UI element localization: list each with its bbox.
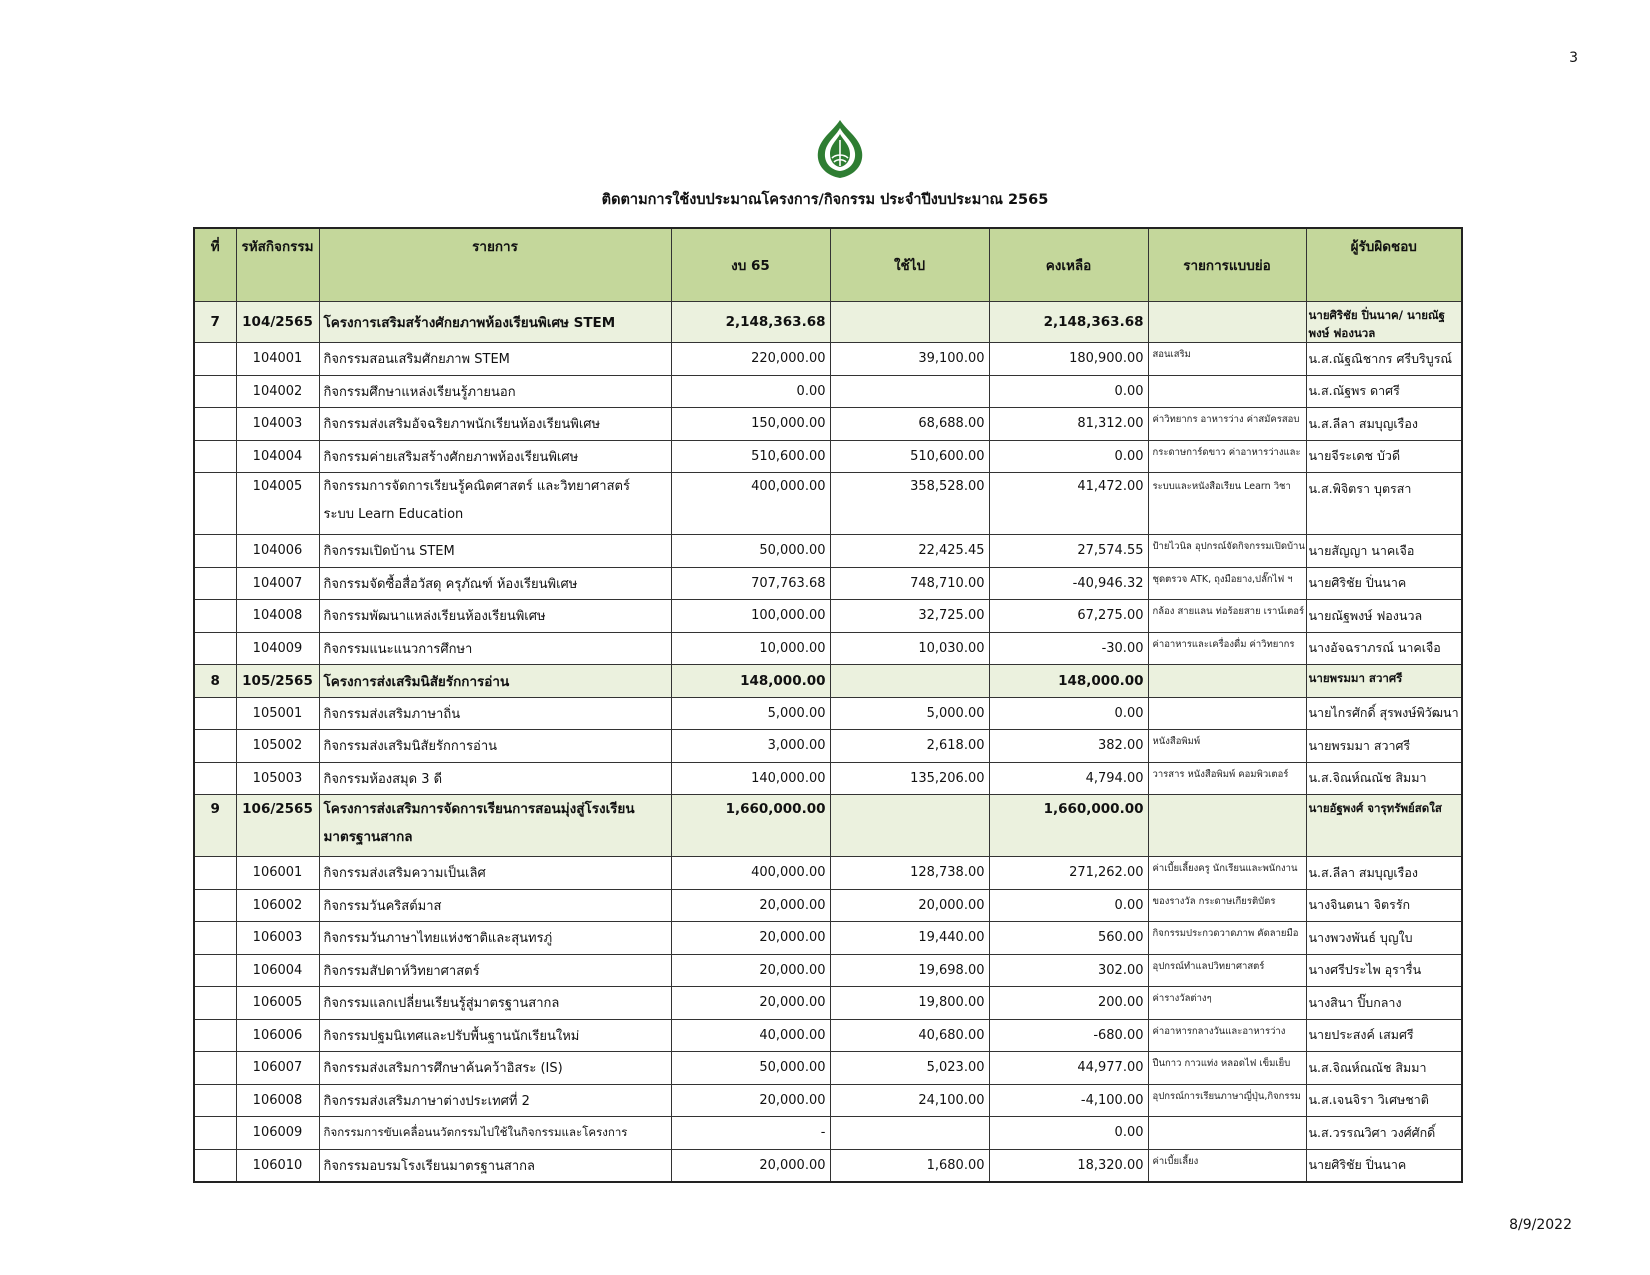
activity-row <box>194 730 1462 763</box>
cell-responsible: นายอัฐพงศ์ จารุทรัพย์สดใส <box>1306 795 1462 857</box>
header-no: ที่ <box>194 228 236 302</box>
activity-row <box>194 1117 1462 1150</box>
cell-summary: หนังสือพิมพ์ <box>1148 730 1306 763</box>
project-row <box>194 302 1462 343</box>
project-row <box>194 665 1462 698</box>
header-summary: รายการแบบย่อ <box>1148 228 1306 302</box>
cell-code: 106/2565 <box>236 795 319 857</box>
cell-spent: 2,618.00 <box>830 730 989 763</box>
cell-item: กิจกรรมอบรมโรงเรียนมาตรฐานสากล <box>319 1149 671 1182</box>
cell-responsible: นายณัฐพงษ์ ฟองนวล <box>1306 600 1462 633</box>
cell-remaining: 148,000.00 <box>989 665 1148 698</box>
cell-budget: 10,000.00 <box>671 632 830 665</box>
activity-row <box>194 1084 1462 1117</box>
project-row <box>194 795 1462 857</box>
cell-spent: 128,738.00 <box>830 857 989 890</box>
cell-spent: 358,528.00 <box>830 473 989 535</box>
activity-row <box>194 600 1462 633</box>
cell-budget: 707,763.68 <box>671 567 830 600</box>
header-responsible: ผู้รับผิดชอบ <box>1306 228 1462 302</box>
item-line-2: มาตรฐานสากล <box>323 829 413 845</box>
cell-budget: 510,600.00 <box>671 440 830 473</box>
cell-item: กิจกรรมเปิดบ้าน STEM <box>319 535 671 568</box>
cell-budget: 20,000.00 <box>671 954 830 987</box>
cell-item: กิจกรรมสัปดาห์วิทยาศาสตร์ <box>319 954 671 987</box>
cell-no <box>194 1149 236 1182</box>
cell-code: 106007 <box>236 1052 319 1085</box>
cell-remaining: 180,900.00 <box>989 343 1148 376</box>
cell-code: 104003 <box>236 408 319 441</box>
cell-summary: ค่าเบี้ยเลี้ยงครู นักเรียนและพนักงาน <box>1148 857 1306 890</box>
cell-spent: 135,206.00 <box>830 762 989 795</box>
cell-budget: 0.00 <box>671 375 830 408</box>
cell-responsible: นายศิริชัย ปิ่นนาค <box>1306 567 1462 600</box>
cell-spent: 19,440.00 <box>830 922 989 955</box>
cell-summary: กล้อง สายแลน ท่อร้อยสาย เราน์เตอร์ <box>1148 600 1306 633</box>
cell-item: กิจกรรมปฐมนิเทศและปรับพื้นฐานนักเรียนใหม่ <box>319 1019 671 1052</box>
cell-item: กิจกรรมแนะแนวการศึกษา <box>319 632 671 665</box>
cell-budget: 50,000.00 <box>671 1052 830 1085</box>
cell-no <box>194 535 236 568</box>
activity-row <box>194 567 1462 600</box>
cell-no: 8 <box>194 665 236 698</box>
cell-responsible: นายจีระเดช บัวดี <box>1306 440 1462 473</box>
cell-spent: 1,680.00 <box>830 1149 989 1182</box>
cell-item: กิจกรรมส่งเสริมนิสัยรักการอ่าน <box>319 730 671 763</box>
cell-remaining: 0.00 <box>989 889 1148 922</box>
header-budget: งบ 65 <box>671 228 830 302</box>
cell-spent: 19,698.00 <box>830 954 989 987</box>
activity-row <box>194 889 1462 922</box>
cell-code: 106006 <box>236 1019 319 1052</box>
cell-remaining: 0.00 <box>989 440 1148 473</box>
header-remaining: คงเหลือ <box>989 228 1148 302</box>
cell-no <box>194 473 236 535</box>
cell-item: กิจกรรมการขับเคลื่อนนวัตกรรมไปใช้ในกิจกรรมและโครงการ <box>319 1117 671 1150</box>
activity-row <box>194 632 1462 665</box>
cell-remaining: 382.00 <box>989 730 1148 763</box>
cell-no <box>194 600 236 633</box>
cell-summary: ป้ายไวนิล อุปกรณ์จัดกิจกรรมเปิดบ้าน <box>1148 535 1306 568</box>
cell-remaining: 0.00 <box>989 1117 1148 1150</box>
cell-item <box>319 795 671 857</box>
cell-remaining: 0.00 <box>989 375 1148 408</box>
cell-code: 104008 <box>236 600 319 633</box>
cell-responsible: นางจินตนา จิตรรัก <box>1306 889 1462 922</box>
cell-item: กิจกรรมค่ายเสริมสร้างศักยภาพห้องเรียนพิเศษ <box>319 440 671 473</box>
cell-remaining: -4,100.00 <box>989 1084 1148 1117</box>
item-line-1: โครงการส่งเสริมการจัดการเรียนการสอนมุ่งสู่โรงเรียน <box>323 801 635 817</box>
cell-budget: 400,000.00 <box>671 473 830 535</box>
cell-responsible: น.ส.เจนจิรา วิเศษชาติ <box>1306 1084 1462 1117</box>
cell-responsible: นายศิริชัย ปิ่นนาค/ นายณัฐพงษ์ ฟองนวล <box>1306 302 1462 343</box>
page-number: 3 <box>1569 50 1578 66</box>
cell-item: กิจกรรมสอนเสริมศักยภาพ STEM <box>319 343 671 376</box>
cell-no <box>194 730 236 763</box>
cell-budget: 1,660,000.00 <box>671 795 830 857</box>
cell-remaining: 200.00 <box>989 987 1148 1020</box>
cell-spent <box>830 795 989 857</box>
table-header-row <box>194 228 1462 302</box>
cell-summary: ระบบและหนังสือเรียน Learn วิชา <box>1148 473 1306 535</box>
cell-code: 105003 <box>236 762 319 795</box>
cell-responsible: น.ส.จิณห์ณณัช สิมมา <box>1306 762 1462 795</box>
cell-code: 106003 <box>236 922 319 955</box>
cell-spent: 10,030.00 <box>830 632 989 665</box>
cell-spent: 748,710.00 <box>830 567 989 600</box>
cell-responsible: นายศิริชัย ปิ่นนาค <box>1306 1149 1462 1182</box>
cell-no <box>194 1052 236 1085</box>
activity-row <box>194 1019 1462 1052</box>
cell-responsible: นางสินา ปิ๊บกลาง <box>1306 987 1462 1020</box>
cell-no <box>194 889 236 922</box>
cell-budget: 140,000.00 <box>671 762 830 795</box>
cell-item: กิจกรรมจัดซื้อสื่อวัสดุ ครุภัณฑ์ ห้องเรียนพิเศษ <box>319 567 671 600</box>
cell-no <box>194 987 236 1020</box>
cell-no <box>194 1084 236 1117</box>
activity-row <box>194 408 1462 441</box>
cell-code: 104009 <box>236 632 319 665</box>
cell-responsible: นางศรีประไพ อุรารื่น <box>1306 954 1462 987</box>
cell-summary <box>1148 665 1306 698</box>
activity-row <box>194 987 1462 1020</box>
cell-budget: 50,000.00 <box>671 535 830 568</box>
cell-summary: อุปกรณ์ทำแลปวิทยาศาสตร์ <box>1148 954 1306 987</box>
cell-responsible: นายสัญญา นาคเจือ <box>1306 535 1462 568</box>
cell-spent <box>830 375 989 408</box>
cell-remaining: 302.00 <box>989 954 1148 987</box>
cell-remaining: -40,946.32 <box>989 567 1148 600</box>
cell-no <box>194 1019 236 1052</box>
cell-budget: 20,000.00 <box>671 987 830 1020</box>
cell-remaining: 0.00 <box>989 697 1148 730</box>
cell-no <box>194 408 236 441</box>
cell-summary: กิจกรรมประกวดวาดภาพ คัดลายมือ <box>1148 922 1306 955</box>
cell-responsible: นายประสงค์ เสมศรี <box>1306 1019 1462 1052</box>
cell-code: 104/2565 <box>236 302 319 343</box>
cell-responsible: น.ส.ลีลา สมบุญเรือง <box>1306 857 1462 890</box>
activity-row <box>194 697 1462 730</box>
cell-item: กิจกรรมส่งเสริมอัจฉริยภาพนักเรียนห้องเรียนพิเศษ <box>319 408 671 441</box>
table-body <box>194 302 1462 1183</box>
document-title: ติดตามการใช้งบประมาณโครงการ/กิจกรรม ประจำปีงบประมาณ 2565 <box>601 192 1049 208</box>
cell-item <box>319 473 671 535</box>
cell-item: กิจกรรมวันคริสต์มาส <box>319 889 671 922</box>
cell-remaining: -30.00 <box>989 632 1148 665</box>
cell-item: กิจกรรมวันภาษาไทยแห่งชาติและสุนทรภู่ <box>319 922 671 955</box>
cell-spent: 39,100.00 <box>830 343 989 376</box>
cell-item: กิจกรรมพัฒนาแหล่งเรียนห้องเรียนพิเศษ <box>319 600 671 633</box>
cell-summary: ชุดตรวจ ATK, ถุงมือยาง,ปลั๊กไฟ ฯ <box>1148 567 1306 600</box>
cell-responsible: นายพรมมา สวาศรี <box>1306 730 1462 763</box>
activity-row <box>194 535 1462 568</box>
cell-remaining: 27,574.55 <box>989 535 1148 568</box>
cell-budget: 148,000.00 <box>671 665 830 698</box>
cell-budget: 20,000.00 <box>671 889 830 922</box>
cell-budget: 400,000.00 <box>671 857 830 890</box>
cell-responsible: น.ส.วรรณวิศา วงศ์ศักดิ์ <box>1306 1117 1462 1150</box>
cell-remaining: -680.00 <box>989 1019 1148 1052</box>
cell-item: โครงการส่งเสริมนิสัยรักการอ่าน <box>319 665 671 698</box>
cell-summary <box>1148 795 1306 857</box>
budget-tracking-table <box>193 227 1463 1183</box>
cell-responsible: นางอัจฉราภรณ์ นาคเจือ <box>1306 632 1462 665</box>
cell-code: 105002 <box>236 730 319 763</box>
cell-budget: 20,000.00 <box>671 922 830 955</box>
cell-budget: 2,148,363.68 <box>671 302 830 343</box>
cell-no <box>194 697 236 730</box>
cell-budget: 3,000.00 <box>671 730 830 763</box>
cell-no <box>194 567 236 600</box>
cell-code: 105/2565 <box>236 665 319 698</box>
cell-responsible: นายไกรศักดิ์ สุรพงษ์พิวัฒนา <box>1306 697 1462 730</box>
cell-no <box>194 343 236 376</box>
cell-summary: อุปกรณ์การเรียนภาษาญี่ปุ่น,กิจกรรม <box>1148 1084 1306 1117</box>
cell-spent <box>830 302 989 343</box>
cell-no <box>194 1117 236 1150</box>
cell-budget: 5,000.00 <box>671 697 830 730</box>
cell-responsible: น.ส.ณัฐพร ดาศรี <box>1306 375 1462 408</box>
school-emblem-leaf-icon <box>812 118 868 180</box>
cell-remaining: 44,977.00 <box>989 1052 1148 1085</box>
activity-row <box>194 922 1462 955</box>
cell-budget: 20,000.00 <box>671 1149 830 1182</box>
cell-spent: 22,425.45 <box>830 535 989 568</box>
cell-remaining: 1,660,000.00 <box>989 795 1148 857</box>
cell-summary <box>1148 302 1306 343</box>
cell-code: 106005 <box>236 987 319 1020</box>
cell-remaining: 2,148,363.68 <box>989 302 1148 343</box>
cell-remaining: 4,794.00 <box>989 762 1148 795</box>
cell-budget: 40,000.00 <box>671 1019 830 1052</box>
cell-responsible: น.ส.จิณห์ณณัช สิมมา <box>1306 1052 1462 1085</box>
cell-summary: ปืนกาว กาวแท่ง หลอดไฟ เข็มเย็บ <box>1148 1052 1306 1085</box>
cell-remaining: 67,275.00 <box>989 600 1148 633</box>
cell-summary: ค่าอาหารและเครื่องดื่ม ค่าวิทยากร <box>1148 632 1306 665</box>
cell-no <box>194 857 236 890</box>
cell-code: 105001 <box>236 697 319 730</box>
cell-summary: ค่ารางวัลต่างๆ <box>1148 987 1306 1020</box>
cell-summary: วารสาร หนังสือพิมพ์ คอมพิวเตอร์ <box>1148 762 1306 795</box>
activity-row <box>194 857 1462 890</box>
cell-item: กิจกรรมศึกษาแหล่งเรียนรู้ภายนอก <box>319 375 671 408</box>
cell-no <box>194 375 236 408</box>
cell-budget: 220,000.00 <box>671 343 830 376</box>
cell-item: กิจกรรมส่งเสริมภาษาถิ่น <box>319 697 671 730</box>
cell-remaining: 41,472.00 <box>989 473 1148 535</box>
header-spent: ใช้ไป <box>830 228 989 302</box>
cell-no: 9 <box>194 795 236 857</box>
cell-item: กิจกรรมแลกเปลี่ยนเรียนรู้สู่มาตรฐานสากล <box>319 987 671 1020</box>
activity-row <box>194 440 1462 473</box>
cell-code: 104005 <box>236 473 319 535</box>
cell-no <box>194 440 236 473</box>
cell-summary: ค่าอาหารกลางวันและอาหารว่าง <box>1148 1019 1306 1052</box>
cell-summary: กระดาษการ์ดขาว ค่าอาหารว่างและ <box>1148 440 1306 473</box>
cell-spent <box>830 1117 989 1150</box>
activity-row <box>194 1052 1462 1085</box>
cell-summary: ค่าเบี้ยเลี้ยง <box>1148 1149 1306 1182</box>
activity-row <box>194 473 1462 535</box>
cell-responsible: น.ส.พิจิตรา บุตรสา <box>1306 473 1462 535</box>
cell-item: กิจกรรมห้องสมุด 3 ดี <box>319 762 671 795</box>
cell-summary: ของรางวัล กระดาษเกียรติบัตร <box>1148 889 1306 922</box>
cell-no <box>194 632 236 665</box>
cell-spent: 20,000.00 <box>830 889 989 922</box>
cell-no <box>194 762 236 795</box>
cell-no <box>194 954 236 987</box>
cell-responsible: น.ส.ลีลา สมบุญเรือง <box>1306 408 1462 441</box>
cell-spent <box>830 665 989 698</box>
cell-summary <box>1148 697 1306 730</box>
cell-summary <box>1148 375 1306 408</box>
cell-code: 104007 <box>236 567 319 600</box>
cell-summary: สอนเสริม <box>1148 343 1306 376</box>
cell-code: 104004 <box>236 440 319 473</box>
cell-budget: - <box>671 1117 830 1150</box>
cell-remaining: 18,320.00 <box>989 1149 1148 1182</box>
cell-item: กิจกรรมส่งเสริมภาษาต่างประเทศที่ 2 <box>319 1084 671 1117</box>
header-code: รหัสกิจกรรม <box>236 228 319 302</box>
item-line-1: กิจกรรมการจัดการเรียนรู้คณิตศาสตร์ และวิทยาศาสตร์ <box>323 479 630 494</box>
cell-budget: 100,000.00 <box>671 600 830 633</box>
item-line-2: ระบบ Learn Education <box>323 507 464 522</box>
cell-code: 106001 <box>236 857 319 890</box>
cell-spent: 32,725.00 <box>830 600 989 633</box>
cell-code: 106010 <box>236 1149 319 1182</box>
cell-budget: 20,000.00 <box>671 1084 830 1117</box>
cell-responsible: นายพรมมา สวาศรี <box>1306 665 1462 698</box>
cell-item: กิจกรรมส่งเสริมความเป็นเลิศ <box>319 857 671 890</box>
cell-spent: 5,000.00 <box>830 697 989 730</box>
activity-row <box>194 343 1462 376</box>
activity-row <box>194 1149 1462 1182</box>
header-item: รายการ <box>319 228 671 302</box>
cell-code: 104002 <box>236 375 319 408</box>
cell-code: 106004 <box>236 954 319 987</box>
cell-summary: ค่าวิทยากร อาหารว่าง ค่าสมัครสอบ <box>1148 408 1306 441</box>
cell-budget: 150,000.00 <box>671 408 830 441</box>
cell-spent: 40,680.00 <box>830 1019 989 1052</box>
cell-remaining: 271,262.00 <box>989 857 1148 890</box>
cell-code: 106008 <box>236 1084 319 1117</box>
cell-item: โครงการเสริมสร้างศักยภาพห้องเรียนพิเศษ STEM <box>319 302 671 343</box>
cell-remaining: 81,312.00 <box>989 408 1148 441</box>
cell-spent: 24,100.00 <box>830 1084 989 1117</box>
cell-spent: 5,023.00 <box>830 1052 989 1085</box>
cell-code: 104001 <box>236 343 319 376</box>
activity-row <box>194 954 1462 987</box>
cell-spent: 510,600.00 <box>830 440 989 473</box>
cell-item: กิจกรรมส่งเสริมการศึกษาค้นคว้าอิสระ (IS) <box>319 1052 671 1085</box>
cell-code: 106009 <box>236 1117 319 1150</box>
cell-no: 7 <box>194 302 236 343</box>
cell-no <box>194 922 236 955</box>
cell-spent: 68,688.00 <box>830 408 989 441</box>
print-date: 8/9/2022 <box>1509 1217 1572 1233</box>
cell-responsible: นางพวงพันธ์ บุญใบ <box>1306 922 1462 955</box>
cell-summary <box>1148 1117 1306 1150</box>
cell-remaining: 560.00 <box>989 922 1148 955</box>
activity-row <box>194 375 1462 408</box>
cell-code: 106002 <box>236 889 319 922</box>
activity-row <box>194 762 1462 795</box>
cell-code: 104006 <box>236 535 319 568</box>
cell-responsible: น.ส.ณัฐณิชากร ศรีบริบูรณ์ <box>1306 343 1462 376</box>
cell-spent: 19,800.00 <box>830 987 989 1020</box>
